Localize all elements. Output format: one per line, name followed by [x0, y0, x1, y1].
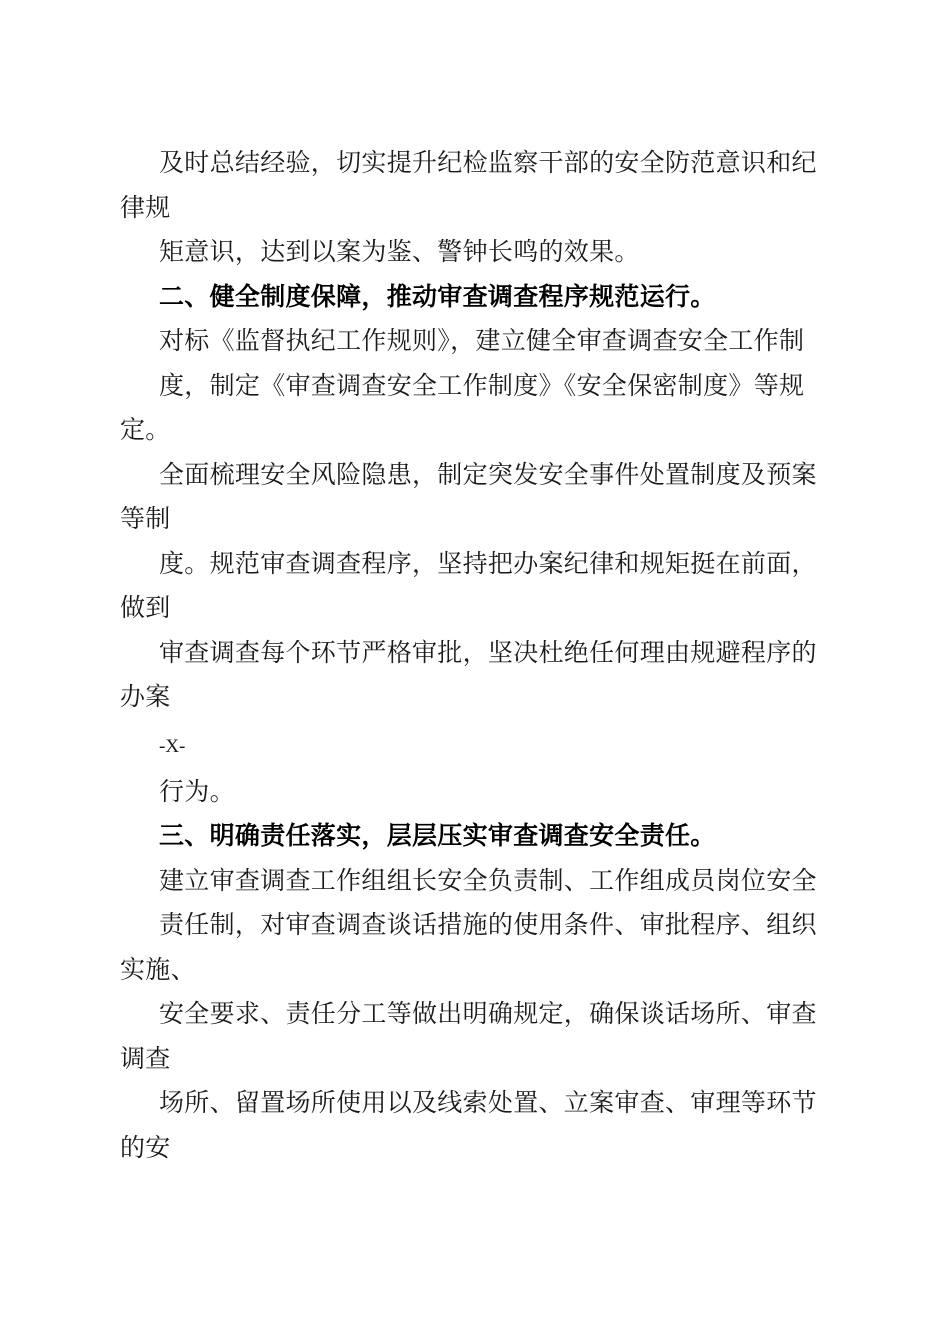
text-line: 定。 — [120, 415, 171, 444]
text-line: 场所、留置场所使用以及线索处置、立案审查、审理等环节 — [159, 1088, 817, 1117]
text-line: 对标《监督执纪工作规则》，建立健全审查调查安全工作制 — [159, 326, 805, 355]
text-line: 度，制定《审查调查安全工作制度》《安全保密制度》等规 — [159, 370, 805, 400]
text-line: 矩意识，达到以案为鉴、警钟长鸣的效果。 — [159, 237, 640, 266]
text-line: 审查调查每个环节严格审批，坚决杜绝任何理由规避程序的 — [159, 637, 817, 667]
section-heading: 二、健全制度保障，推动审查调查程序规范运行。 — [159, 281, 716, 311]
text-line: 等制 — [120, 504, 171, 533]
section-heading: 三、明确责任落实，层层压实审查调查安全责任。 — [159, 821, 716, 850]
text-line: 律规 — [120, 192, 171, 222]
text-line: 行为。 — [159, 776, 235, 806]
text-line: 责任制，对审查调查谈话措施的使用条件、审批程序、组织 — [159, 910, 817, 939]
text-line: 度。规范审查调查程序，坚持把办案纪律和规矩挺在前面， — [159, 548, 817, 578]
text-line: 实施、 — [120, 954, 196, 984]
text-line: 的安 — [120, 1132, 171, 1162]
document-page — [0, 141, 950, 1170]
text-line: 建立审查调查工作组组长安全负责制、工作组成员岗位安全 — [159, 865, 817, 895]
text-line: 办案 — [120, 682, 171, 711]
text-line: 调查 — [120, 1043, 171, 1073]
text-line: 全面梳理安全风险隐患，制定突发安全事件处置制度及预案 — [159, 459, 817, 489]
page-number: -X- — [159, 735, 186, 757]
text-line: 安全要求、责任分工等做出明确规定，确保谈话场所、审查 — [159, 999, 817, 1028]
text-line: 及时总结经验，切实提升纪检监察干部的安全防范意识和纪 — [159, 148, 817, 177]
text-line: 做到 — [120, 593, 171, 622]
